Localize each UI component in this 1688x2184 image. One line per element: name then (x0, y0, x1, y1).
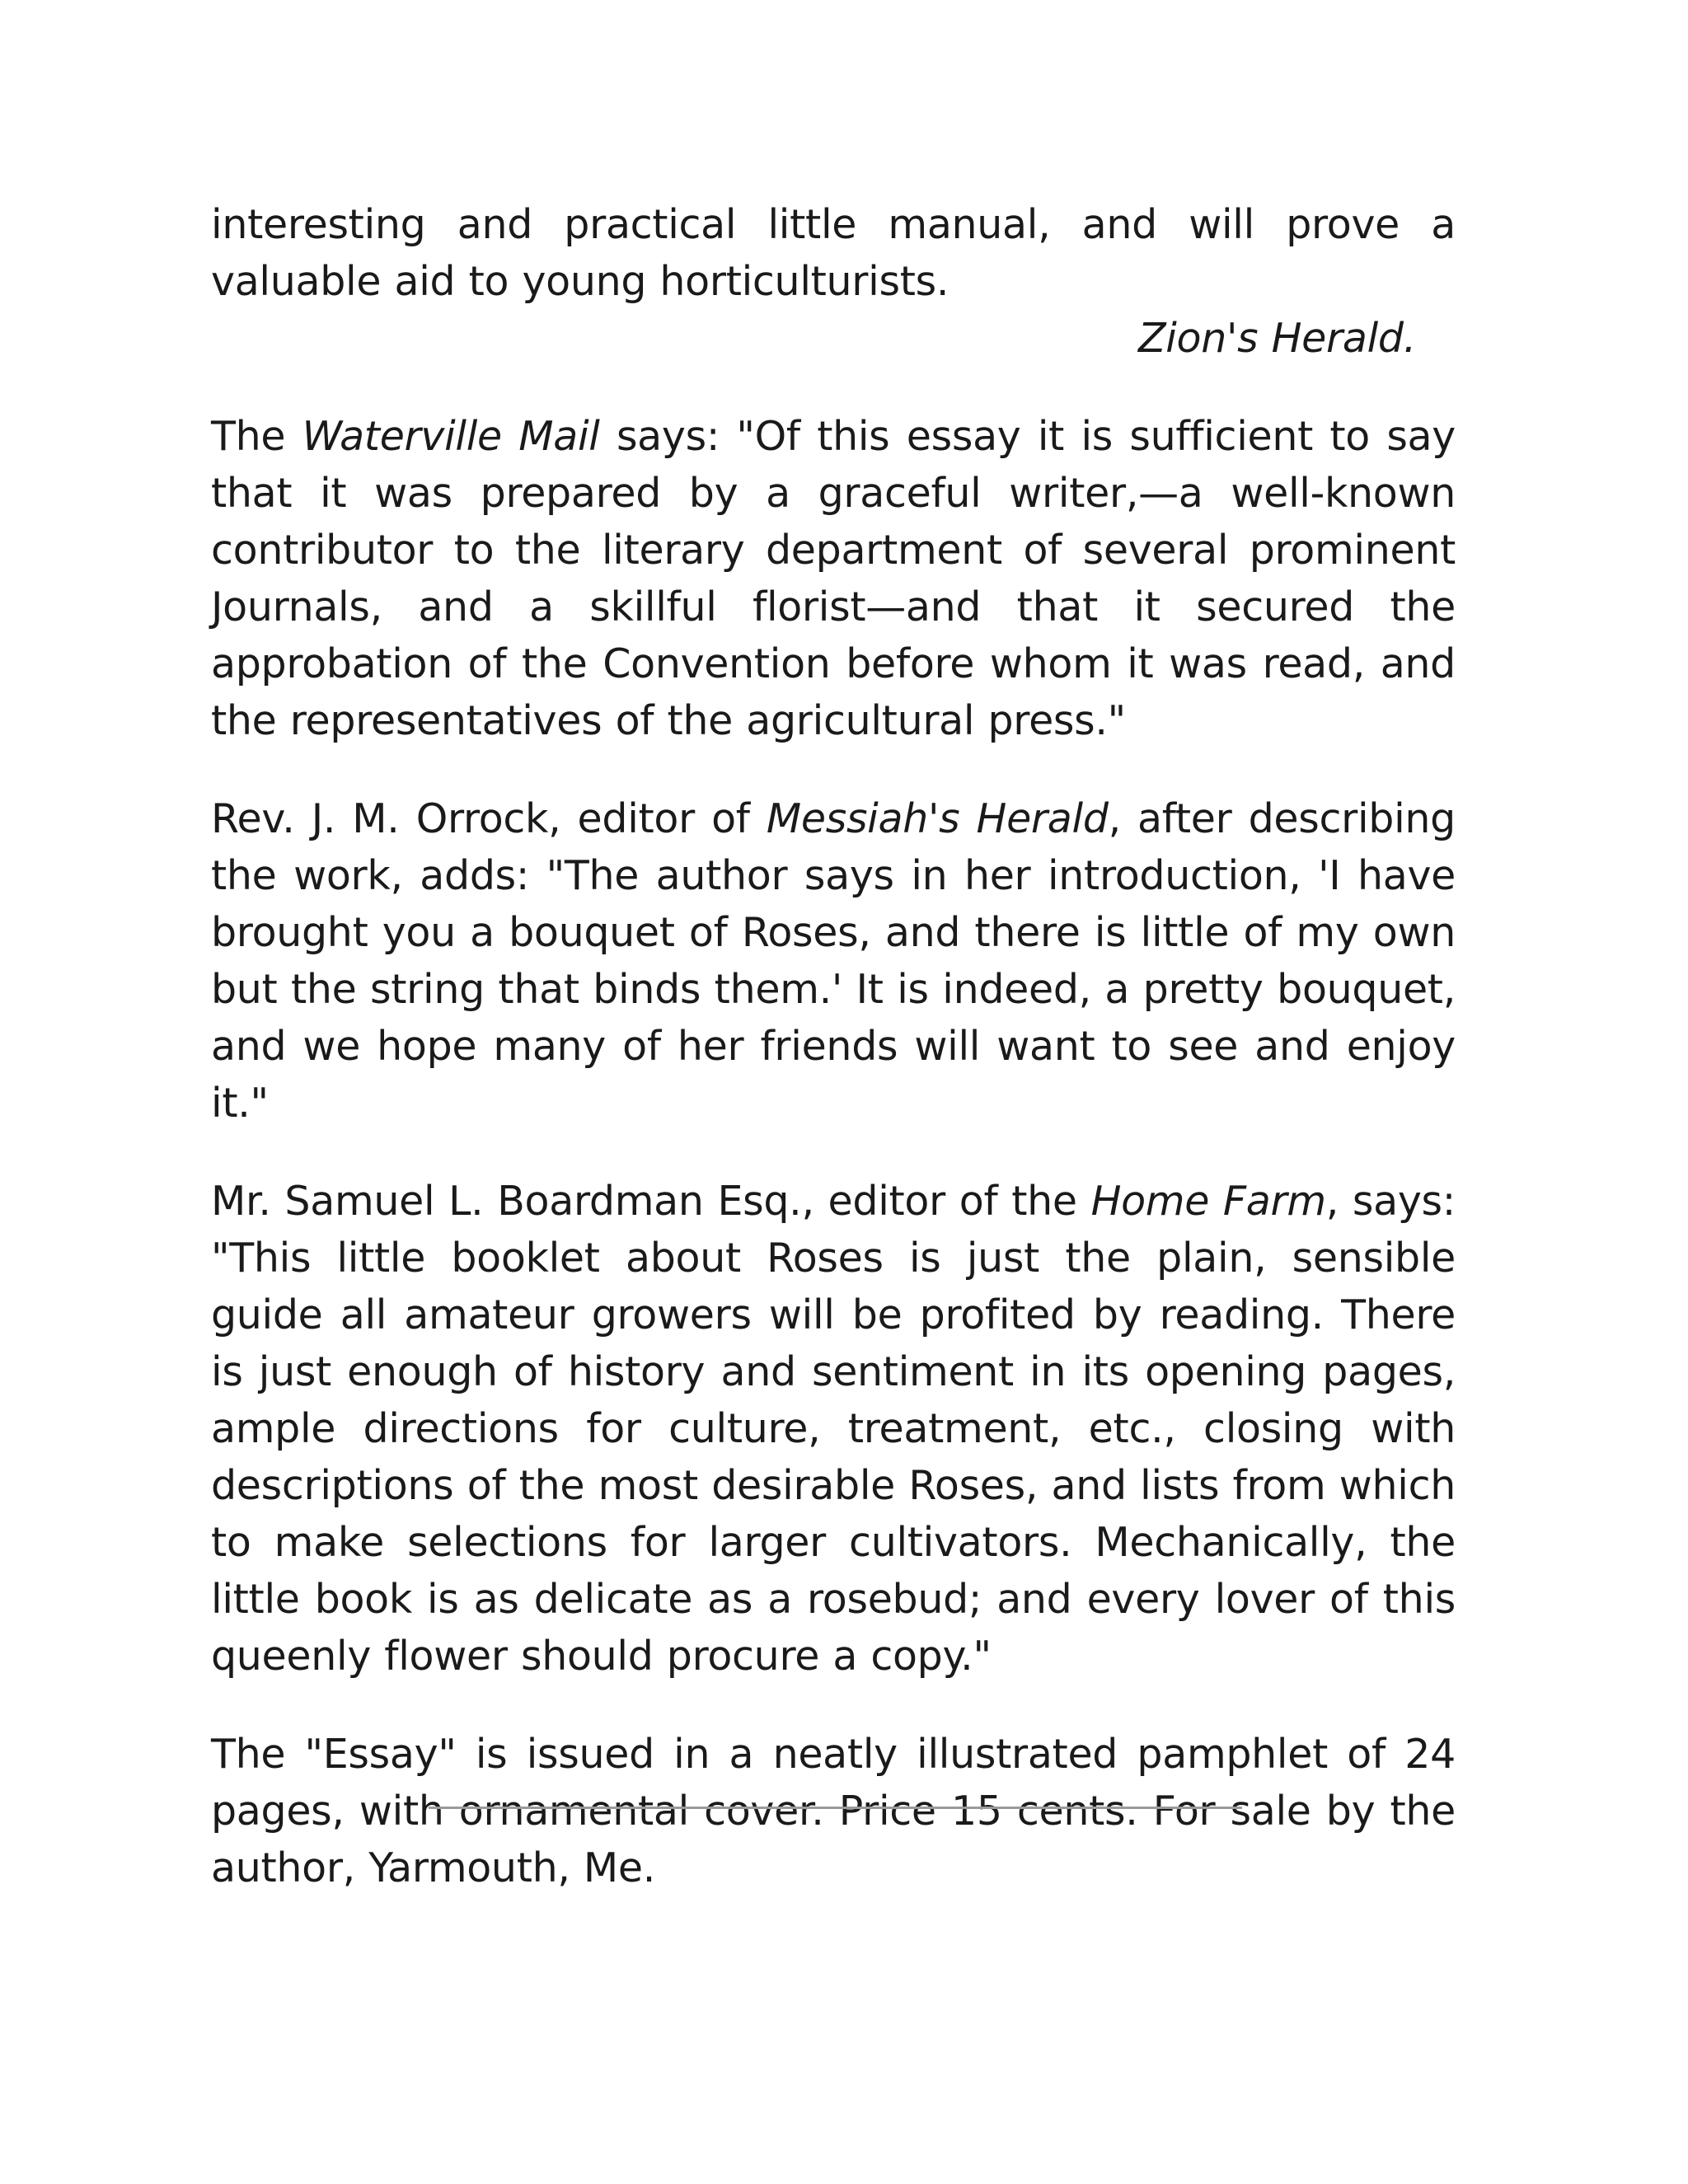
attribution-zions-herald: Zion's Herald. (1137, 315, 1416, 362)
paragraph-text: The "Essay" is issued in a neatly illustrated pamphlet of 24 pages, with ornamental cover. Price 15 cents. For sale by the author, Yarmouth, Me. (211, 1731, 1456, 1891)
publication-title: Waterville Mail (302, 413, 600, 460)
paragraph-home-farm (211, 1173, 1456, 1685)
paragraph-text-after: , after describing the work, adds: "The author says in her introduction, 'I have brought you a bouquet of Roses, and there is little of my own but the string that binds them.' It is indeed, a pretty bouquet, and we hope many of her friends will want to see and enjoy it." (211, 795, 1456, 1127)
publication-title: Messiah's Herald (766, 795, 1109, 842)
paragraph-waterville-mail (211, 408, 1456, 749)
paragraph-essay-price (211, 1726, 1456, 1896)
publication-title: Home Farm (1090, 1178, 1326, 1225)
paragraph-messiahs-herald (211, 790, 1456, 1132)
paragraph-text-before: The (211, 413, 302, 460)
paragraph-text: interesting and practical little manual, and will prove a valuable aid to young horticulturists. (211, 201, 1456, 305)
horizontal-rule (429, 1807, 1242, 1809)
paragraph-text-before: Mr. Samuel L. Boardman Esq., editor of the (211, 1178, 1091, 1225)
paragraph-text-before: Rev. J. M. Orrock, editor of (211, 795, 767, 842)
paragraph-text-after: , says: "This little booklet about Roses is just the plain, sensible guide all amateur growers will be profited by reading. There is just enough of history and sentiment in its opening pages, ample directions for culture, treatment, etc., closing with descriptions of the most desirable Roses, and lists from which to make selections for larger cultivators. Mechanically, the little book is as delicate as a rosebud; and every lover of this queenly flower should procure a copy." (211, 1178, 1456, 1680)
document-page (211, 196, 1456, 1896)
paragraph-text-after: says: "Of this essay it is sufficient to say that it was prepared by a graceful writer,—a well-known contributor to the literary department of several prominent Journals, and a skillful florist—and that it secured the approbation of the Convention before whom it was read, and the representatives of the agricultural press." (211, 413, 1456, 744)
paragraph-manual-review (211, 196, 1456, 310)
